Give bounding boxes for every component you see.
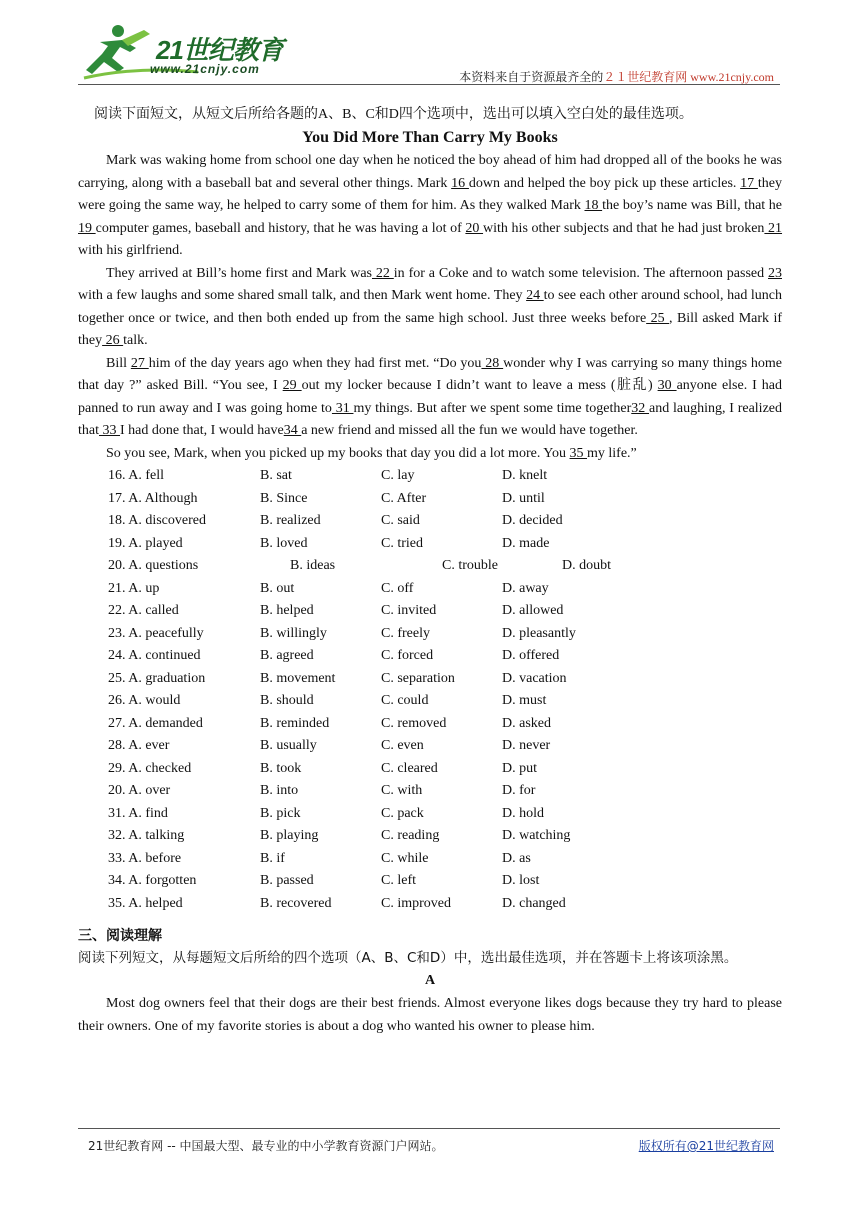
- question-row: [78, 758, 782, 781]
- question-row: [78, 780, 782, 803]
- passage-paragraph: [78, 353, 782, 443]
- question-option: C. After: [381, 490, 427, 506]
- page-header: [78, 22, 778, 86]
- question-row: [78, 555, 782, 578]
- question-option: C. reading: [381, 828, 440, 843]
- question-option: C. off: [381, 580, 414, 596]
- passage-text: my things. But after we spent some time together: [353, 400, 632, 416]
- question-option: D. for: [502, 783, 536, 798]
- question-option: C. trouble: [442, 558, 498, 573]
- footer-divider: [78, 1128, 780, 1129]
- question-option-a: 33. A. before: [108, 850, 182, 866]
- passage-text: in for a Coke and to watch some television. The afternoon passed: [393, 265, 768, 281]
- question-option: B. ideas: [290, 558, 336, 573]
- passage-text: , Bill asked Mark if they: [78, 310, 782, 348]
- passage-paragraph: [78, 150, 782, 263]
- blank-number: 27: [130, 355, 149, 371]
- question-option: D. allowed: [502, 603, 564, 618]
- passage-paragraph: [78, 443, 782, 466]
- question-option: D. doubt: [562, 558, 611, 573]
- passage-text: the boy’s name was Bill, that he: [602, 198, 783, 213]
- question-option-a: 35. A. helped: [108, 895, 183, 911]
- passage-text: They arrived at Bill’s home first and Mark was: [106, 265, 372, 281]
- question-option-a: 18. A. discovered: [108, 513, 206, 528]
- question-option: C. while: [381, 850, 429, 866]
- blank-number: 31: [331, 400, 354, 416]
- blank-number: 24: [526, 288, 544, 303]
- question-option-a: 29. A. checked: [108, 760, 192, 776]
- question-option: C. even: [381, 738, 424, 753]
- passage-text: Mark was waking home from school one day when he noticed the boy ahead of him had dropped all of the books he was carrying, along with a baseball bat and several other things. Mark: [78, 153, 782, 191]
- question-row: [78, 510, 782, 533]
- question-option: C. said: [381, 513, 420, 528]
- question-option-a: 17. A. Although: [108, 490, 198, 506]
- passage-text: talk.: [123, 333, 148, 348]
- question-option: D. offered: [502, 648, 560, 663]
- passage-text: computer games, baseball and history, that he was having a lot of: [95, 220, 466, 236]
- passage-text: out my locker because I didn’t want to leave a mess (脏乱): [301, 378, 658, 393]
- question-option: D. as: [502, 850, 531, 866]
- question-option-a: 22. A. called: [108, 603, 179, 618]
- passage-text: with a few laughs and some shared small talk, and then Mark went home. They: [78, 288, 527, 303]
- question-option: C. forced: [381, 648, 434, 663]
- question-option: D. hold: [502, 805, 544, 821]
- passage-text: a new friend and missed all the fun we would have together.: [301, 423, 638, 438]
- passage-title: You Did More Than Carry My Books: [302, 129, 558, 146]
- question-option: C. separation: [381, 670, 455, 686]
- question-option: C. left: [381, 873, 416, 888]
- question-option: B. pick: [260, 805, 301, 821]
- blank-number: 21: [764, 220, 783, 236]
- question-option: D. until: [502, 490, 545, 506]
- blank-number: 34: [283, 423, 302, 438]
- question-option-a: 24. A. continued: [108, 648, 201, 663]
- question-row: [78, 893, 782, 916]
- question-option: B. playing: [260, 828, 319, 843]
- reading-paragraph: Most dog owners feel that their dogs are their best friends. Almost everyone likes dogs because they try hard to please their owners. One of my favorite stories is about a dog who wanted his owner to please him.: [78, 996, 782, 1034]
- question-option: D. asked: [502, 715, 551, 731]
- question-option-a: 25. A. graduation: [108, 670, 206, 686]
- question-option-a: 16. A. fell: [108, 468, 164, 483]
- question-row: [78, 848, 782, 871]
- question-option-a: 19. A. played: [108, 535, 183, 551]
- question-option: C. with: [381, 783, 423, 798]
- blank-number: 17: [740, 175, 758, 191]
- blank-number: 29: [282, 378, 302, 393]
- question-row: [78, 600, 782, 623]
- question-option: C. lay: [381, 468, 415, 483]
- question-option: D. must: [502, 693, 547, 708]
- question-row: [78, 870, 782, 893]
- part-label: A: [424, 973, 436, 988]
- footer-copyright-link[interactable]: 版权所有@21世纪教育网: [638, 1139, 774, 1153]
- passage-text: and laughing, I realized that: [78, 400, 782, 438]
- question-list: [78, 465, 782, 915]
- passage-text: my life.”: [587, 445, 637, 461]
- question-option: B. agreed: [260, 648, 314, 663]
- question-option: D. vacation: [502, 670, 567, 686]
- section-instructions: 阅读下列短文，从每题短文后所给的四个选项（A、B、C和D）中，选出最佳选项，并在答题卡上将该项涂黑。: [78, 950, 738, 966]
- header-note: [459, 68, 774, 85]
- blank-number: 23: [768, 265, 782, 281]
- passage-text: I had done that, I would have: [120, 423, 284, 438]
- header-note-site: ２１世纪教育网: [603, 70, 688, 84]
- question-option: B. loved: [260, 535, 308, 551]
- footer-text: 21世纪教育网 -- 中国最大型、最专业的中小学教育资源门户网站。: [88, 1139, 444, 1153]
- document-body: [78, 104, 782, 1038]
- question-option-a: 34. A. forgotten: [108, 873, 197, 888]
- cloze-instructions: 阅读下面短文，从短文后所给各题的A、B、C和D四个选项中，选出可以填入空白处的最佳选项。: [94, 107, 693, 122]
- question-option: B. out: [260, 580, 295, 596]
- blank-number: 30: [657, 378, 677, 393]
- question-row: [78, 668, 782, 691]
- header-note-url[interactable]: www.21cnjy.com: [690, 70, 774, 84]
- question-option: B. helped: [260, 603, 314, 618]
- passage-text: Bill: [106, 355, 131, 371]
- question-option: B. recovered: [260, 895, 332, 911]
- question-option: C. could: [381, 693, 429, 708]
- blank-number: 28: [481, 355, 504, 371]
- blank-number: 18: [584, 198, 603, 213]
- question-option: B. if: [260, 850, 285, 866]
- blank-number: 20: [465, 220, 484, 236]
- question-option-a: 27. A. demanded: [108, 715, 203, 731]
- question-option-a: 20. A. questions: [108, 558, 199, 573]
- question-option: D. made: [502, 535, 550, 551]
- passage-paragraph: [78, 263, 782, 353]
- question-option: D. knelt: [502, 468, 548, 483]
- logo-text: 21世纪教育: [156, 35, 283, 65]
- question-row: [78, 713, 782, 736]
- question-option: D. away: [502, 580, 549, 596]
- question-option: B. into: [260, 783, 299, 798]
- question-row: [78, 465, 782, 488]
- question-option: D. pleasantly: [502, 625, 576, 641]
- question-option: D. put: [502, 760, 537, 776]
- question-option-a: 26. A. would: [108, 693, 181, 708]
- question-option: B. usually: [260, 738, 317, 753]
- question-option: D. watching: [502, 828, 571, 843]
- question-row: [78, 623, 782, 646]
- passage-text: they were going the same way, he helped to carry some of them for him. As they walked Mark: [78, 175, 783, 213]
- cloze-passage: [78, 150, 782, 465]
- blank-number: 16: [451, 175, 469, 191]
- blank-number: 33: [99, 423, 120, 438]
- header-divider: [78, 84, 780, 85]
- section-heading: 三、阅读理解: [78, 928, 162, 944]
- question-option: C. removed: [381, 715, 447, 731]
- logo-url: www.21cnjy.com: [150, 62, 260, 76]
- blank-number: 22: [371, 265, 394, 281]
- question-option: B. should: [260, 693, 314, 708]
- question-row: [78, 825, 782, 848]
- passage-text: down and helped the boy pick up these articles.: [468, 175, 741, 191]
- question-option-a: 20. A. over: [108, 783, 171, 798]
- question-option: D. never: [502, 738, 551, 753]
- question-row: [78, 488, 782, 511]
- question-option: B. Since: [260, 490, 308, 506]
- passage-text: So you see, Mark, when you picked up my books that day you did a lot more. You: [106, 445, 570, 461]
- question-option-a: 31. A. find: [108, 805, 168, 821]
- question-option: C. cleared: [381, 760, 438, 776]
- question-option: D. decided: [502, 513, 563, 528]
- question-row: [78, 690, 782, 713]
- question-option-a: 28. A. ever: [108, 738, 170, 753]
- passage-text: with his other subjects and that he had just broken: [483, 220, 765, 236]
- question-option-a: 23. A. peacefully: [108, 625, 204, 641]
- question-option: C. invited: [381, 603, 437, 618]
- question-row: [78, 533, 782, 556]
- question-option-a: 32. A. talking: [108, 828, 185, 843]
- question-option-a: 21. A. up: [108, 580, 160, 596]
- question-option: B. realized: [260, 513, 321, 528]
- passage-text: to see each other around school, had lunch together once or twice, and then both ended up from the same high school. Just three weeks before: [78, 288, 782, 326]
- passage-text: wonder why I was carrying so many things home that day ?” asked Bill. “You see, I: [78, 355, 782, 393]
- passage-text: him of the day years ago when they had first met. “Do you: [148, 355, 482, 371]
- question-option: B. reminded: [260, 715, 330, 731]
- passage-text: with his girlfriend.: [78, 243, 183, 258]
- question-option: D. changed: [502, 895, 566, 911]
- question-option: B. willingly: [260, 625, 327, 641]
- question-option: B. movement: [260, 670, 336, 686]
- blank-number: 25: [646, 310, 670, 326]
- question-row: [78, 735, 782, 758]
- question-option: B. sat: [260, 468, 292, 483]
- question-row: [78, 645, 782, 668]
- question-option: D. lost: [502, 873, 540, 888]
- question-option: C. improved: [381, 895, 451, 911]
- passage-text: anyone else. I had panned to run away and I was going home to: [78, 378, 783, 416]
- blank-number: 26: [102, 333, 124, 348]
- question-row: [78, 803, 782, 826]
- blank-number: 19: [78, 220, 96, 236]
- header-note-prefix: 本资料来自于资源最齐全的: [459, 70, 604, 84]
- question-option: B. took: [260, 760, 302, 776]
- question-option: C. freely: [381, 625, 430, 641]
- blank-number: 35: [569, 445, 588, 461]
- question-option: C. tried: [381, 535, 423, 551]
- blank-number: 32: [631, 400, 650, 416]
- question-option: C. pack: [381, 805, 424, 821]
- question-option: B. passed: [260, 873, 314, 888]
- question-row: [78, 578, 782, 601]
